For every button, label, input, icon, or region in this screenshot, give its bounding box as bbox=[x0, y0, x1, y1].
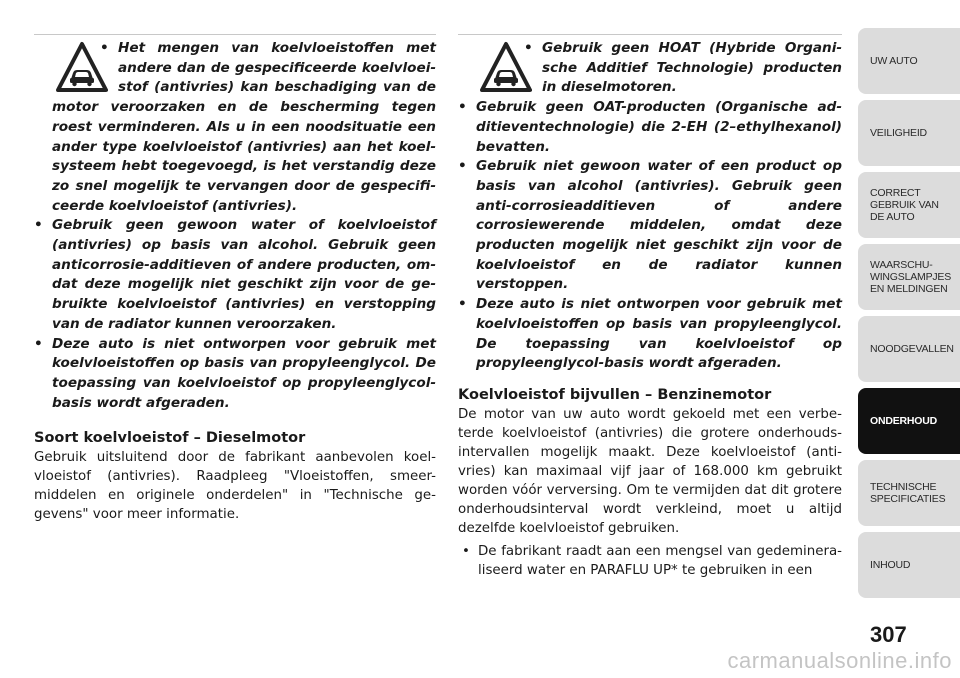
list-item: • De fabrikant raadt aan een mengsel van gedeminera-liseerd water en PARAFLU UP* te gebruiken in een bbox=[462, 543, 842, 578]
tab-uw-auto[interactable]: UW AUTO bbox=[858, 28, 960, 94]
tab-onderhoud[interactable]: ONDERHOUD bbox=[858, 388, 960, 454]
warning-bullet: • Deze auto is niet ontworpen voor gebruik met koelvloeistoffen op basis van propyleenglycol. De toepassing van koelvloeistof op propyleenglycol-basis wordt afgeraden. bbox=[458, 296, 842, 372]
warning-box bbox=[458, 34, 842, 374]
tab-veiligheid[interactable]: VEILIGHEID bbox=[858, 100, 960, 166]
left-column bbox=[34, 34, 436, 524]
warning-bullet: • Gebruik geen OAT-producten (Organische ad-ditieventechnologie) die 2-EH (2–ethylhexanol) bevatten. bbox=[458, 99, 842, 155]
warning-box bbox=[34, 34, 436, 413]
tab-waarschuwingslampjes[interactable]: WAARSCHU- WINGSLAMPJES EN MELDINGEN bbox=[858, 244, 960, 310]
section-body: Gebruik uitsluitend door de fabrikant aanbevolen koel-vloeistof (antivries). Raadpleeg "Vloeistoffen, smeer-middelen en originele onderdelen" in "Technische ge-gevens" voor meer informatie. bbox=[34, 450, 436, 523]
tab-technische-specificaties[interactable]: TECHNISCHE SPECIFICATIES bbox=[858, 460, 960, 526]
page-number: 307 bbox=[870, 622, 907, 647]
tab-correct-gebruik[interactable]: CORRECT GEBRUIK VAN DE AUTO bbox=[858, 172, 960, 238]
warning-bullet: • Gebruik geen gewoon water of koelvloeistof (antivries) op basis van alcohol. Gebruik geen anticorrosie-additieven of andere producten, om-dat deze mogelijk niet geschikt zijn voor de ge-bruikte koelvloeistof (antivries) en verstopping van de radiator kunnen veroorzaken. bbox=[34, 217, 436, 332]
warning-bullet: • Gebruik niet gewoon water of een product op basis van alcohol (antivries). Gebruik geen anti-corrosieadditieven of andere corrosiewerende middelen, omdat deze producten mogelijk niet geschikt zijn voor de koelvloeistof en de radiator kunnen verstoppen. bbox=[458, 158, 842, 293]
section-body: De motor van uw auto wordt gekoeld met een verbe-terde koelvloeistof (antivries) die grotere onderhouds-intervallen mogelijk maakt. Deze koelvloeistof (anti-vries) kan maximaal vijf jaar of 168.000 km gebruikt worden vóór verversing. Om te vermijden dat dit grotere onderhoudsinterval wordt verkleind, moet u altijd dezelfde koelvloeistof gebruiken. bbox=[458, 406, 842, 536]
chapter-sidebar bbox=[858, 28, 960, 604]
middle-column bbox=[458, 34, 842, 580]
warning-rule bbox=[458, 34, 842, 35]
warning-bullet: • Deze auto is niet ontworpen voor gebruik met koelvloeistoffen op basis van propyleenglycol. De toepassing van koelvloeistof op propyleenglycol-basis wordt afgeraden. bbox=[34, 335, 436, 411]
section-title: Soort koelvloeistof – Dieselmotor bbox=[34, 430, 306, 447]
warning-bullet: • Gebruik geen HOAT (Hybride Organi-sche Additief Technologie) producten in dieselmotoren. bbox=[524, 40, 842, 96]
section-title: Koelvloeistof bijvullen – Benzinemotor bbox=[458, 386, 772, 403]
tab-inhoud[interactable]: INHOUD bbox=[858, 532, 960, 598]
watermark: carmanualsonline.info bbox=[727, 648, 952, 673]
warning-bullet: • Het mengen van koelvloeistoffen met andere dan de gespecificeerde koelvloei-stof (antivries) kan beschadiging van de motor veroorzaken en de bescherming tegen roest verminderen. Als u in een noodsituatie een ander type koelvloeistof (antivries) aan het koel-systeem hebt toegevoegd, is het verstandig deze zo snel mogelijk te vervangen door de gespecifi-ceerde koelvloeistof (antivries). bbox=[52, 40, 436, 214]
warning-rule bbox=[34, 34, 436, 35]
tab-noodgevallen[interactable]: NOODGEVALLEN bbox=[858, 316, 960, 382]
